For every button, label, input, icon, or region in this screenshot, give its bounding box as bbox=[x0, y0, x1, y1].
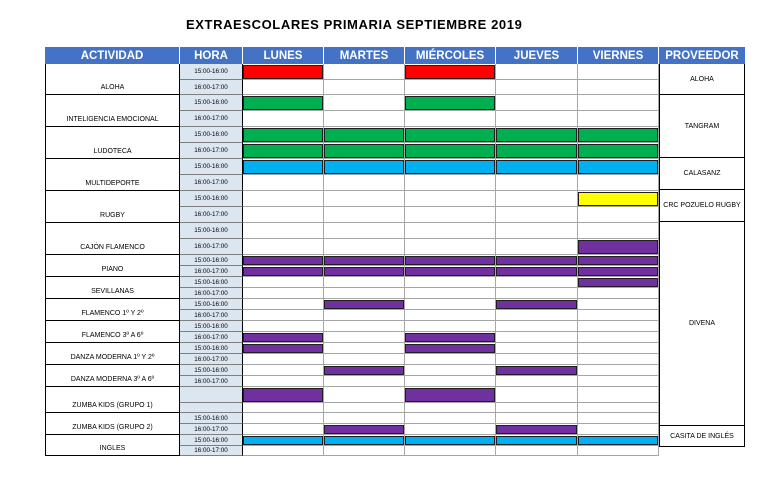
schedule-cell bbox=[496, 223, 578, 239]
time-slot: 16:00-17:00 bbox=[180, 376, 243, 387]
schedule-cell bbox=[324, 191, 405, 207]
schedule-cell bbox=[496, 191, 578, 207]
scheduled-block-purple bbox=[496, 267, 577, 276]
activity-name: SEVILLANAS bbox=[45, 277, 180, 299]
scheduled-block-green bbox=[324, 144, 404, 158]
schedule-cell bbox=[405, 239, 496, 255]
schedule-cell bbox=[243, 207, 324, 223]
scheduled-block-blue bbox=[496, 436, 577, 445]
header-viernes: VIERNES bbox=[578, 47, 659, 64]
schedule-cell bbox=[405, 80, 496, 95]
time-slot: 15:00-16:00 bbox=[180, 277, 243, 288]
scheduled-block-blue bbox=[578, 160, 658, 174]
scheduled-block-green bbox=[405, 128, 495, 142]
schedule-cell bbox=[324, 354, 405, 365]
schedule-cell bbox=[496, 111, 578, 127]
scheduled-block-purple bbox=[405, 256, 495, 265]
scheduled-block-purple bbox=[496, 366, 577, 375]
time-slot: 16:00-17:00 bbox=[180, 266, 243, 277]
time-slot: 16:00-17:00 bbox=[180, 424, 243, 435]
scheduled-block-purple bbox=[496, 425, 577, 434]
scheduled-block-purple bbox=[578, 240, 658, 254]
scheduled-block-purple bbox=[405, 267, 495, 276]
scheduled-block-green bbox=[496, 144, 577, 158]
schedule-cell bbox=[496, 310, 578, 321]
schedule-cell bbox=[578, 413, 659, 424]
time-slot: 16:00-17:00 bbox=[180, 175, 243, 191]
scheduled-block-green bbox=[405, 144, 495, 158]
schedule-cell bbox=[578, 95, 659, 111]
time-slot: 15:00-16:00 bbox=[180, 95, 243, 111]
schedule-cell bbox=[324, 376, 405, 387]
schedule-cell bbox=[243, 376, 324, 387]
scheduled-block-purple bbox=[578, 256, 658, 265]
schedule-cell bbox=[578, 343, 659, 354]
schedule-cell bbox=[324, 277, 405, 288]
schedule-cell bbox=[243, 111, 324, 127]
schedule-cell bbox=[496, 95, 578, 111]
schedule-cell bbox=[578, 321, 659, 332]
schedule-cell bbox=[496, 207, 578, 223]
schedule-cell bbox=[578, 446, 659, 456]
activity-name: ZUMBA KIDS (GRUPO 1) bbox=[45, 387, 180, 413]
schedule-cell bbox=[405, 413, 496, 424]
schedule-cell bbox=[243, 277, 324, 288]
schedule-cell bbox=[578, 387, 659, 403]
schedule-cell bbox=[578, 207, 659, 223]
scheduled-block-green bbox=[578, 128, 658, 142]
header-hora: HORA bbox=[180, 47, 243, 64]
schedule-cell bbox=[578, 403, 659, 413]
activity-name: DANZA MODERNA 3º A 6º bbox=[45, 365, 180, 387]
schedule-cell bbox=[496, 343, 578, 354]
schedule-cell bbox=[243, 446, 324, 456]
schedule-cell bbox=[324, 223, 405, 239]
scheduled-block-green bbox=[324, 128, 404, 142]
schedule-cell bbox=[405, 321, 496, 332]
activity-name: FLAMENCO 1º Y 2º bbox=[45, 299, 180, 321]
provider-crc-pozuelo-rugby: CRC POZUELO RUGBY bbox=[659, 190, 745, 222]
header-actividad: ACTIVIDAD bbox=[45, 47, 180, 64]
schedule-cell bbox=[405, 111, 496, 127]
time-slot: 16:00-17:00 bbox=[180, 354, 243, 365]
scheduled-block-green bbox=[243, 144, 323, 158]
schedule-cell bbox=[496, 332, 578, 343]
schedule-cell bbox=[496, 175, 578, 191]
scheduled-block-red bbox=[243, 65, 323, 79]
header-miercoles: MIÉRCOLES bbox=[405, 47, 496, 64]
schedule-cell bbox=[496, 387, 578, 403]
schedule-cell bbox=[243, 354, 324, 365]
schedule-cell bbox=[324, 446, 405, 456]
time-slot: 15:00-16:00 bbox=[180, 159, 243, 175]
time-slot: 16:00-17:00 bbox=[180, 332, 243, 343]
schedule-cell bbox=[405, 277, 496, 288]
schedule-cell bbox=[405, 365, 496, 376]
scheduled-block-purple bbox=[578, 278, 658, 287]
time-slot: 16:00-17:00 bbox=[180, 80, 243, 95]
activity-name: ZUMBA KIDS (GRUPO 2) bbox=[45, 413, 180, 435]
scheduled-block-blue bbox=[405, 436, 495, 445]
schedule-cell bbox=[243, 191, 324, 207]
schedule-cell bbox=[578, 376, 659, 387]
schedule-cell bbox=[324, 321, 405, 332]
scheduled-block-blue bbox=[324, 160, 404, 174]
activity-name: MULTIDEPORTE bbox=[45, 159, 180, 191]
schedule-cell bbox=[324, 239, 405, 255]
scheduled-block-green bbox=[243, 128, 323, 142]
scheduled-block-purple bbox=[324, 366, 404, 375]
schedule-cell bbox=[496, 413, 578, 424]
header-jueves: JUEVES bbox=[496, 47, 578, 64]
schedule-cell bbox=[324, 95, 405, 111]
activity-name: RUGBY bbox=[45, 191, 180, 223]
scheduled-block-blue bbox=[243, 436, 323, 445]
schedule-cell bbox=[324, 310, 405, 321]
schedule-cell bbox=[405, 354, 496, 365]
schedule-cell bbox=[405, 175, 496, 191]
schedule-cell bbox=[578, 310, 659, 321]
schedule-cell bbox=[324, 111, 405, 127]
scheduled-block-green bbox=[496, 128, 577, 142]
header-proveedor: PROVEEDOR bbox=[659, 47, 745, 64]
provider-casita-de-ingles: CASITA DE INGLÉS bbox=[659, 426, 745, 447]
scheduled-block-purple bbox=[324, 300, 404, 309]
time-slot: 16:00-17:00 bbox=[180, 143, 243, 159]
schedule-cell bbox=[405, 310, 496, 321]
schedule-cell bbox=[578, 111, 659, 127]
time-slot: 15:00-16:00 bbox=[180, 299, 243, 310]
schedule-cell bbox=[405, 223, 496, 239]
schedule-cell bbox=[496, 288, 578, 299]
activity-name: PIANO bbox=[45, 255, 180, 277]
schedule-cell bbox=[243, 413, 324, 424]
time-slot bbox=[180, 403, 243, 413]
scheduled-block-blue bbox=[496, 160, 577, 174]
schedule-cell bbox=[243, 288, 324, 299]
schedule-cell bbox=[405, 207, 496, 223]
schedule-cell bbox=[405, 446, 496, 456]
activity-name: LUDOTECA bbox=[45, 127, 180, 159]
scheduled-block-blue bbox=[578, 436, 658, 445]
schedule-cell bbox=[578, 299, 659, 310]
time-slot: 15:00-16:00 bbox=[180, 365, 243, 376]
schedule-cell bbox=[243, 365, 324, 376]
page-title: EXTRAESCOLARES PRIMARIA SEPTIEMBRE 2019 bbox=[186, 17, 523, 32]
schedule-cell bbox=[243, 310, 324, 321]
schedule-cell bbox=[405, 288, 496, 299]
schedule-cell bbox=[243, 424, 324, 435]
scheduled-block-purple bbox=[578, 267, 658, 276]
time-slot: 15:00-16:00 bbox=[180, 255, 243, 266]
schedule-cell bbox=[324, 175, 405, 191]
scheduled-block-purple bbox=[405, 333, 495, 342]
schedule-cell bbox=[578, 354, 659, 365]
schedule-cell bbox=[496, 446, 578, 456]
scheduled-block-purple bbox=[496, 256, 577, 265]
scheduled-block-yellow bbox=[578, 192, 658, 206]
time-slot: 15:00-16:00 bbox=[180, 127, 243, 143]
schedule-cell bbox=[324, 288, 405, 299]
schedule-cell bbox=[578, 288, 659, 299]
scheduled-block-purple bbox=[243, 388, 323, 402]
schedule-cell bbox=[243, 175, 324, 191]
activity-name: CAJÓN FLAMENCO bbox=[45, 223, 180, 255]
schedule-cell bbox=[324, 403, 405, 413]
time-slot: 15:00-16:00 bbox=[180, 413, 243, 424]
scheduled-block-purple bbox=[405, 388, 495, 402]
schedule-cell bbox=[405, 403, 496, 413]
schedule-cell bbox=[578, 424, 659, 435]
schedule-cell bbox=[405, 191, 496, 207]
time-slot: 15:00-16:00 bbox=[180, 64, 243, 80]
schedule-cell bbox=[324, 64, 405, 80]
provider-tangram: TANGRAM bbox=[659, 95, 745, 158]
scheduled-block-purple bbox=[405, 344, 495, 353]
scheduled-block-green bbox=[578, 144, 658, 158]
schedule-cell bbox=[496, 403, 578, 413]
time-slot: 16:00-17:00 bbox=[180, 310, 243, 321]
schedule-cell bbox=[324, 332, 405, 343]
time-slot: 16:00-17:00 bbox=[180, 239, 243, 255]
schedule-cell bbox=[243, 223, 324, 239]
schedule-cell bbox=[324, 413, 405, 424]
schedule-cell bbox=[496, 376, 578, 387]
scheduled-block-purple bbox=[243, 267, 323, 276]
schedule-cell bbox=[578, 223, 659, 239]
schedule-cell bbox=[496, 321, 578, 332]
scheduled-block-purple bbox=[243, 256, 323, 265]
time-slot bbox=[180, 387, 243, 403]
scheduled-block-purple bbox=[496, 300, 577, 309]
time-slot: 16:00-17:00 bbox=[180, 446, 243, 456]
schedule-cell bbox=[496, 354, 578, 365]
time-slot: 15:00-16:00 bbox=[180, 223, 243, 239]
schedule-cell bbox=[243, 80, 324, 95]
time-slot: 16:00-17:00 bbox=[180, 207, 243, 223]
header-lunes: LUNES bbox=[243, 47, 324, 64]
scheduled-block-blue bbox=[324, 436, 404, 445]
scheduled-block-blue bbox=[405, 160, 495, 174]
scheduled-block-purple bbox=[243, 344, 323, 353]
schedule-cell bbox=[496, 239, 578, 255]
schedule-cell bbox=[496, 277, 578, 288]
time-slot: 15:00-16:00 bbox=[180, 343, 243, 354]
schedule-cell bbox=[578, 332, 659, 343]
provider-calasanz: CALASANZ bbox=[659, 158, 745, 190]
schedule-cell bbox=[405, 299, 496, 310]
schedule-cell bbox=[405, 424, 496, 435]
schedule-cell bbox=[324, 80, 405, 95]
scheduled-block-purple bbox=[243, 333, 323, 342]
time-slot: 16:00-17:00 bbox=[180, 111, 243, 127]
time-slot: 15:00-16:00 bbox=[180, 191, 243, 207]
activity-name: DANZA MODERNA 1º Y 2º bbox=[45, 343, 180, 365]
scheduled-block-green bbox=[405, 96, 495, 110]
header-martes: MARTES bbox=[324, 47, 405, 64]
scheduled-block-purple bbox=[324, 256, 404, 265]
scheduled-block-purple bbox=[324, 267, 404, 276]
activity-name: FLAMENCO 3º A 6º bbox=[45, 321, 180, 343]
scheduled-block-purple bbox=[324, 425, 404, 434]
time-slot: 15:00-16:00 bbox=[180, 435, 243, 446]
schedule-cell bbox=[578, 64, 659, 80]
scheduled-block-red bbox=[405, 65, 495, 79]
activity-name: INGLES bbox=[45, 435, 180, 456]
schedule-cell bbox=[578, 80, 659, 95]
time-slot: 16:00-17:00 bbox=[180, 288, 243, 299]
schedule-cell bbox=[578, 175, 659, 191]
schedule-cell bbox=[243, 299, 324, 310]
scheduled-block-blue bbox=[243, 160, 323, 174]
schedule-cell bbox=[243, 403, 324, 413]
scheduled-block-green bbox=[243, 96, 323, 110]
activity-name: ALOHA bbox=[45, 64, 180, 95]
provider-aloha: ALOHA bbox=[659, 64, 745, 95]
schedule-cell bbox=[496, 80, 578, 95]
schedule-cell bbox=[405, 376, 496, 387]
schedule-cell bbox=[324, 343, 405, 354]
schedule-cell bbox=[243, 239, 324, 255]
provider-divena: DIVENA bbox=[659, 222, 745, 426]
schedule-cell bbox=[496, 64, 578, 80]
schedule-cell bbox=[578, 365, 659, 376]
schedule-cell bbox=[324, 207, 405, 223]
activity-name: INTELIGENCIA EMOCIONAL bbox=[45, 95, 180, 127]
time-slot: 15:00-16:00 bbox=[180, 321, 243, 332]
schedule-cell bbox=[243, 321, 324, 332]
schedule-cell bbox=[324, 387, 405, 403]
